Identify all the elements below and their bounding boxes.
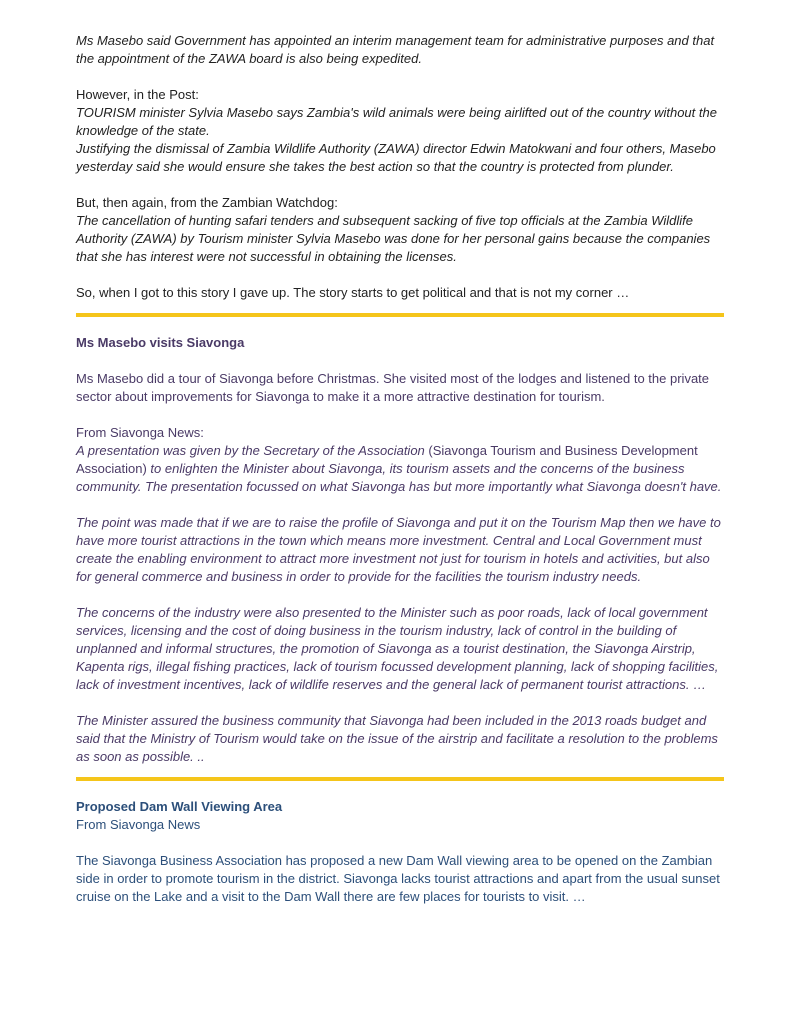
siavonga-quote-2: The point was made that if we are to raise the profile of Siavonga and put it on the Tourism Map then we have to have more tourist attractions in the town which means more investment. Central and Local Government must create the enabling environment to attract more investment not just for tourism in hotels and activities, but also for general commerce and business in order to provide for the facilities the tourism industry needs. xyxy=(76,515,721,584)
siavonga-quote-4: The Minister assured the business community that Siavonga had been included in the 2013 roads budget and said that the Ministry of Tourism would take on the issue of the airstrip and facilitate a resolution to the problems as soon as possible. .. xyxy=(76,713,718,764)
post-quote-1: TOURISM minister Sylvia Masebo says Zambia's wild animals were being airlifted out of the country without the knowledge of the state. xyxy=(76,105,717,138)
document-page xyxy=(76,32,724,906)
post-source-label: However, in the Post: xyxy=(76,87,199,102)
intro-closing: So, when I got to this story I gave up. The story starts to get political and that is not my corner … xyxy=(76,285,630,300)
quote-1-part-c: to enlighten the Minister about Siavonga, its tourism assets and the concerns of the business community. The presentation focussed on what Siavonga has but more importantly what Siavonga doesn't have. xyxy=(76,461,722,494)
siavonga-quote-1 xyxy=(76,442,724,496)
dam-source-label: From Siavonga News xyxy=(76,817,201,832)
dam-body: The Siavonga Business Association has proposed a new Dam Wall viewing area to be opened on the Zambian side in order to promote tourism in the district. Siavonga lacks tourist attractions and apart from the usual sunset cruise on the Lake and a visit to the Dam Wall there are few places for tourists to visit. … xyxy=(76,853,720,904)
section-title-dam: Proposed Dam Wall Viewing Area xyxy=(76,799,283,814)
siavonga-section xyxy=(76,334,724,766)
dam-section xyxy=(76,798,724,906)
siavonga-source-label: From Siavonga News: xyxy=(76,425,204,440)
siavonga-lead: Ms Masebo did a tour of Siavonga before Christmas. She visited most of the lodges and listened to the private sector about improvements for Siavonga to make it a more attractive destination for tourism. xyxy=(76,371,710,404)
section-title-siavonga: Ms Masebo visits Siavonga xyxy=(76,335,245,350)
quote-1-part-a: A presentation was given by the Secretary of the Association xyxy=(76,443,425,458)
intro-quote: Ms Masebo said Government has appointed an interim management team for administrative purposes and that the appointment of the ZAWA board is also being expedited. xyxy=(76,33,715,66)
watchdog-source-label: But, then again, from the Zambian Watchdog: xyxy=(76,195,338,210)
post-quote-2: Justifying the dismissal of Zambia Wildlife Authority (ZAWA) director Edwin Matokwani and four others, Masebo yesterday said she would ensure she takes the best action so that the country is protected from plunder. xyxy=(76,141,716,174)
intro-section xyxy=(76,32,724,302)
section-divider xyxy=(76,777,724,781)
quote-1-part-b: (Siavonga Tourism and Business Development Association) xyxy=(76,443,698,476)
siavonga-quote-3: The concerns of the industry were also presented to the Minister such as poor roads, lack of local government services, licensing and the cost of doing business in the tourism industry, lack of control in the building of unplanned and informal structures, the promotion of Siavonga as a tourist destination, the Siavonga Airstrip, Kapenta rigs, illegal fishing practices, lack of tourism focussed development planning, lack of shopping facilities, lack of investment incentives, lack of wildlife reserves and the general lack of permanent tourist attractions. … xyxy=(76,605,719,692)
section-divider xyxy=(76,313,724,317)
watchdog-quote: The cancellation of hunting safari tenders and subsequent sacking of five top officials at the Zambia Wildlife Authority (ZAWA) by Tourism minister Sylvia Masebo was done for her personal gains because the companies that she has interest were not successful in obtaining the licenses. xyxy=(76,213,711,264)
